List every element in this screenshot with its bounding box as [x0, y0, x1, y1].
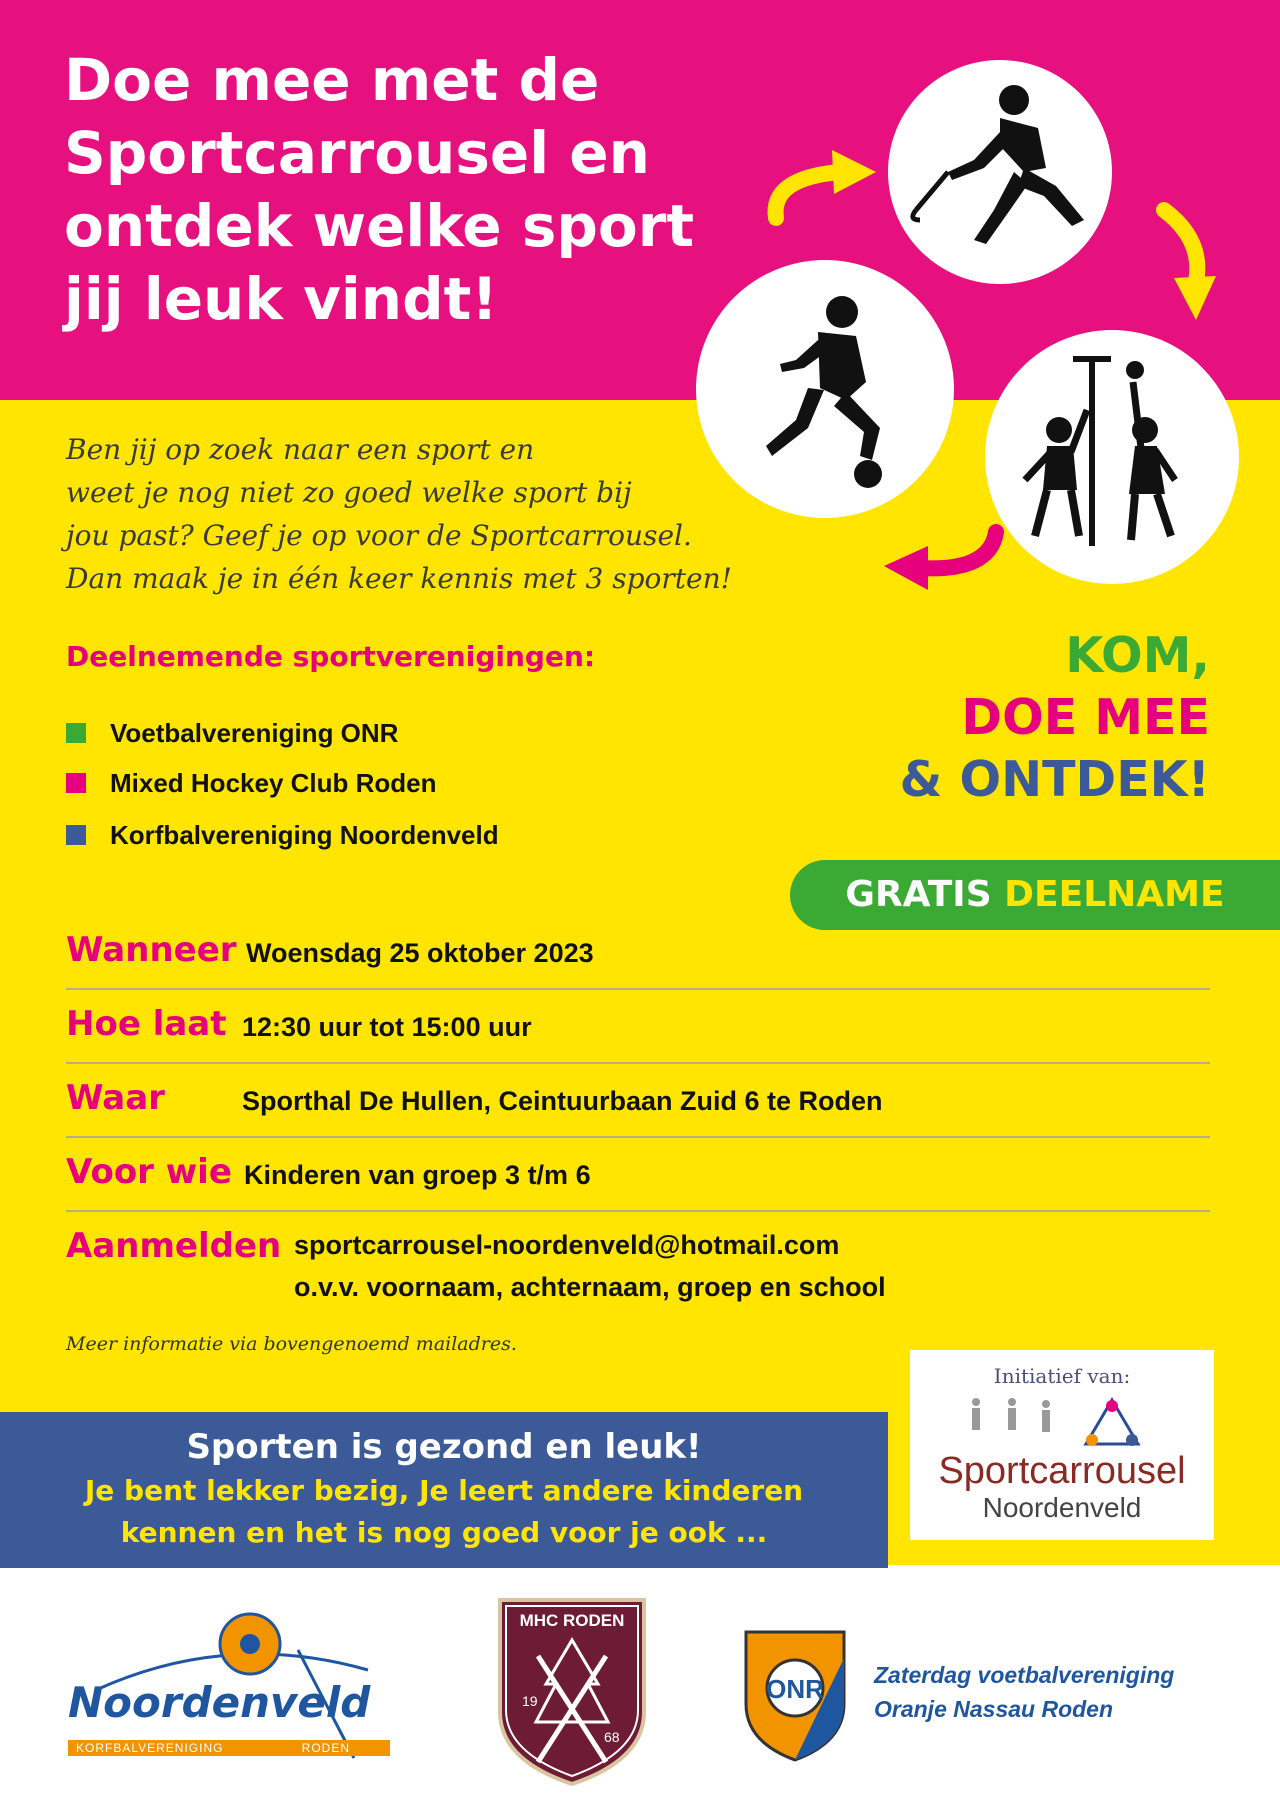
list-item [66, 768, 437, 798]
badge-word: DEELNAME [1004, 874, 1225, 915]
sportcarrousel-logo-icon [962, 1394, 1162, 1454]
brand-name: Sportcarrousel [938, 1450, 1186, 1492]
club-label: Voetbalvereniging ONR [110, 718, 399, 748]
slogan-title: Sporten is gezond en leuk! [186, 1427, 702, 1467]
title-line: Sportcarrousel en [64, 119, 650, 187]
intro-line: Dan maak je in één keer kennis met 3 sporten! [66, 562, 732, 595]
free-participation-badge [790, 860, 1280, 930]
blue-square-icon [66, 825, 86, 845]
onr-line: Oranje Nassau Roden [874, 1696, 1114, 1722]
intro-line: weet je nog niet zo goed welke sport bij [66, 476, 632, 509]
mhc-shield-icon [492, 1592, 652, 1788]
call-to-action [900, 625, 1210, 811]
initiative-lead: Initiatief van: [993, 1364, 1131, 1388]
korfball-circle [985, 330, 1239, 584]
title-line: ontdek welke sport [64, 192, 695, 260]
mhc-year-left: 19 [522, 1693, 538, 1709]
onr-logo [740, 1622, 850, 1764]
intro-text [66, 428, 786, 600]
badge-word: GRATIS [845, 874, 992, 915]
hockey-player-icon [888, 60, 1112, 284]
detail-label: Waar [66, 1078, 165, 1118]
onr-club-name [874, 1658, 1174, 1726]
club-logo-town: RODEN [301, 1741, 350, 1755]
email-link[interactable]: sportcarrousel-noordenveld@hotmail.com [294, 1230, 840, 1260]
mhc-roden-logo [492, 1592, 652, 1788]
club-logo-name: Noordenveld [68, 1678, 371, 1727]
noordenveld-logo [68, 1610, 398, 1760]
detail-row-register [66, 1222, 1210, 1322]
intro-line: Ben jij op zoek naar een sport en [66, 433, 535, 466]
more-info-note: Meer informatie via bovengenoemd mailadres. [66, 1333, 517, 1355]
onr-badge-text: ONR [766, 1674, 824, 1704]
onr-line: Zaterdag voetbalvereniging [874, 1662, 1175, 1688]
club-label: Korfbalvereniging Noordenveld [110, 820, 499, 850]
initiative-logo-box [910, 1350, 1214, 1540]
list-item [66, 718, 398, 748]
pink-square-icon [66, 773, 86, 793]
mhc-year-right: 68 [604, 1729, 620, 1745]
detail-label: Wanneer [66, 930, 237, 970]
detail-value: Woensdag 25 oktober 2023 [246, 938, 594, 968]
detail-label: Aanmelden [66, 1226, 282, 1266]
cta-line: DOE MEE [961, 689, 1210, 746]
club-logo-subtitle: KORFBALVERENIGING [76, 1741, 224, 1755]
green-square-icon [66, 723, 86, 743]
slogan-box [0, 1412, 888, 1568]
slogan-line: kennen en het is nog goed voor je ook ... [120, 1516, 768, 1549]
title-line: Doe mee met de [64, 46, 600, 114]
onr-shield-icon [740, 1622, 850, 1764]
korfball-players-icon [985, 330, 1239, 584]
divider [66, 1062, 1210, 1064]
detail-value: o.v.v. voornaam, achternaam, groep en school [294, 1272, 886, 1302]
title-line: jij leuk vindt! [64, 265, 498, 333]
club-label: Mixed Hockey Club Roden [110, 768, 437, 798]
detail-value: Sporthal De Hullen, Ceintuurbaan Zuid 6 te Roden [242, 1086, 883, 1116]
cta-line: & ONTDEK! [899, 751, 1210, 808]
detail-label: Hoe laat [66, 1004, 227, 1044]
list-item [66, 820, 499, 850]
divider [66, 988, 1210, 990]
clubs-heading: Deelnemende sportverenigingen: [66, 640, 596, 673]
hockey-circle [888, 60, 1112, 284]
brand-region: Noordenveld [982, 1492, 1142, 1523]
intro-line: jou past? Geef je op voor de Sportcarrousel. [66, 519, 692, 552]
slogan-line: Je bent lekker bezig, Je leert andere kinderen [84, 1474, 804, 1507]
detail-value: Kinderen van groep 3 t/m 6 [244, 1160, 591, 1190]
detail-label: Voor wie [66, 1152, 232, 1192]
divider [66, 1210, 1210, 1212]
cta-line: KOM, [1065, 627, 1210, 684]
club-logo-sub [68, 1740, 390, 1756]
detail-value: 12:30 uur tot 15:00 uur [242, 1012, 532, 1042]
mhc-logo-name: MHC RODEN [519, 1611, 625, 1630]
divider [66, 1136, 1210, 1138]
